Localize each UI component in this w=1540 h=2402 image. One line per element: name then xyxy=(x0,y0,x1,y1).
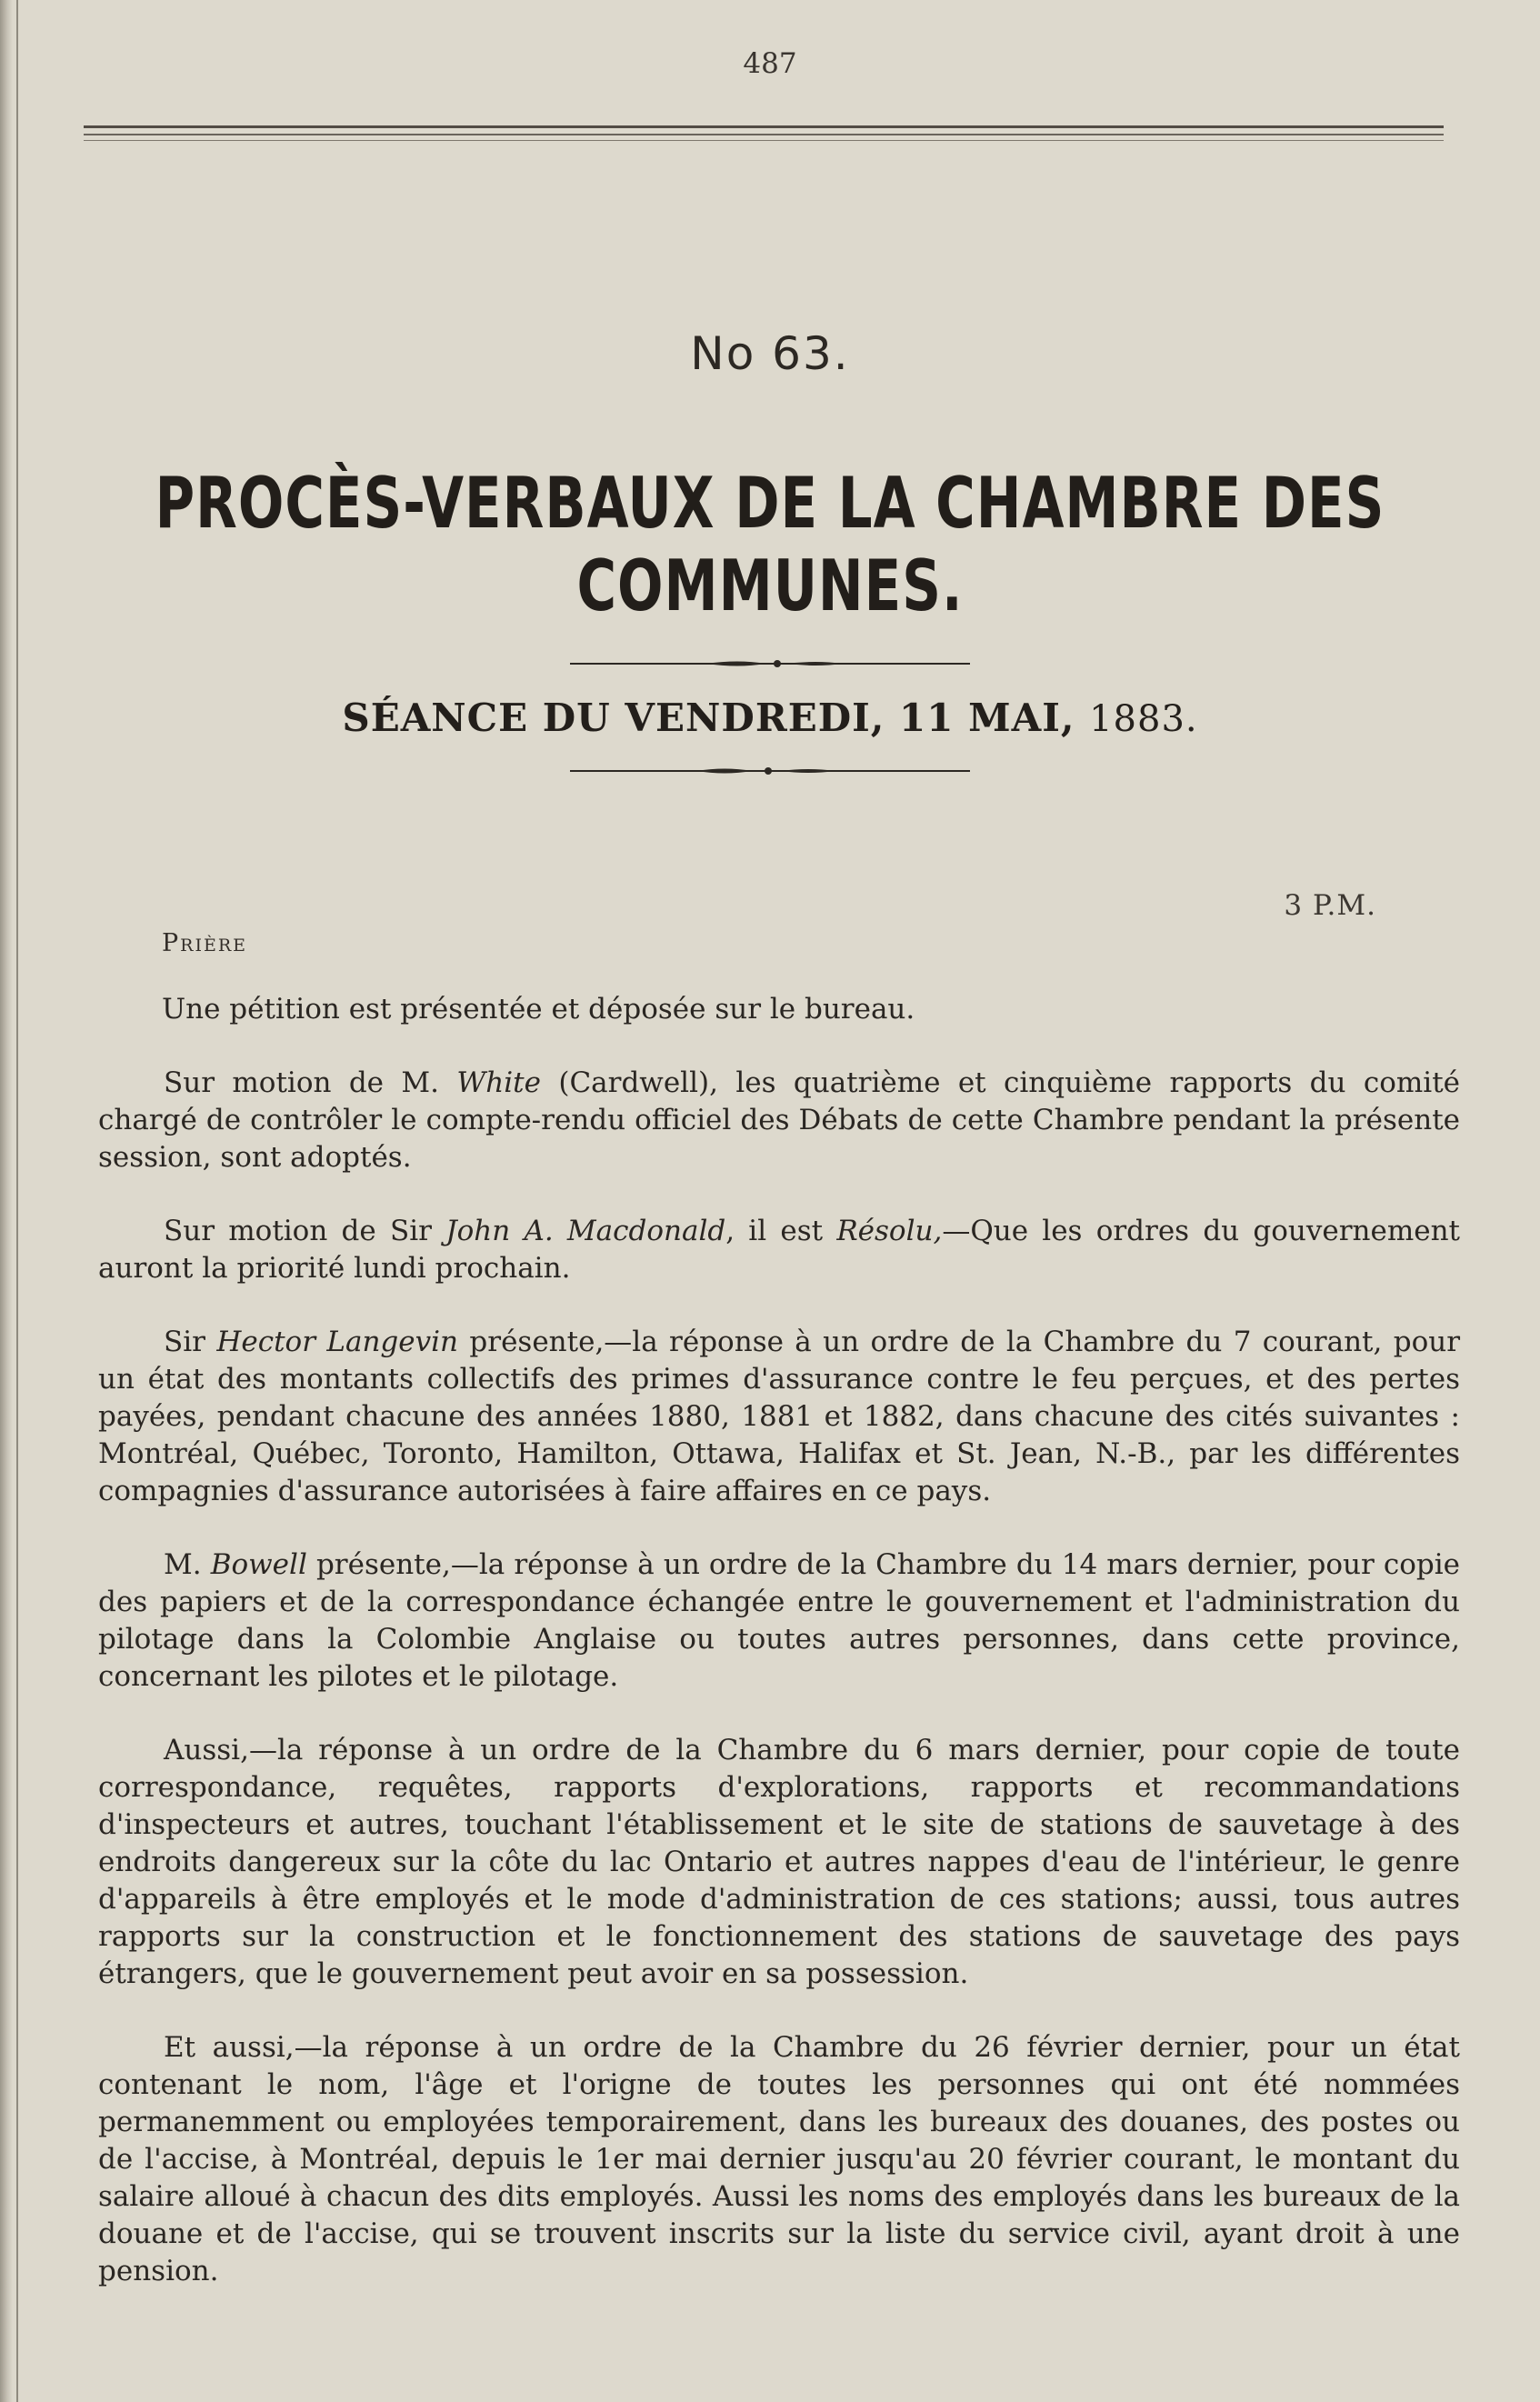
member-name: Bowell xyxy=(210,1548,307,1581)
paragraph-petition: Une pétition est présentée et déposée sur le bureau. xyxy=(162,993,915,1026)
session-date: SÉANCE DU VENDREDI, 11 MAI, xyxy=(342,696,1075,740)
sitting-time: 3 P.M. xyxy=(1284,889,1376,922)
member-name: White xyxy=(456,1066,541,1099)
proceedings-body xyxy=(98,991,1460,2327)
paragraph-langevin: Sir Hector Langevin présente,—la réponse à un ordre de la Chambre du 7 courant, pour un état des montants collectifs des primes d'assurance contre le feu perçues, et des pertes payées, pendant chacune des années 1880, 1881 et 1882, dans chacune des cités suivantes : Montréal, Québec, Toronto, Hamilton, Ottawa, Halifax et St. Jean, N.-B., par les différentes compagnies d'assurance autorisées à faire affaires en ce pays. xyxy=(98,1326,1461,1507)
paragraph-sauvetage: Aussi,—la réponse à un ordre de la Chambre du 6 mars dernier, pour copie de toute correspondance, requêtes, rapports d'explorations, rapports et recommandations d'inspecteurs et autres, touchant l'établissement et le site de stations de sauvetage à des endroits dangereux sur la côte du lac Ontario et autres nappes d'eau de l'intérieur, le genre d'appareils à être employés et le mode d'administration de ces stations; aussi, tous autres rapports sur la construction et le fonctionnement des stations de sauvetage des pays étrangers, que le gouvernement peut avoir en sa possession. xyxy=(98,1734,1460,1990)
header-rule xyxy=(84,125,1444,141)
main-title: PROCÈS-VERBAUX DE LA CHAMBRE DES COMMUNES. xyxy=(155,462,1385,627)
paragraph-motion-white: Sur motion de M. White (Cardwell), les quatrième et cinquième rapports du comité chargé de contrôler le compte-rendu officiel des Débats de cette Chambre pendant la présente session, sont adoptés. xyxy=(98,1066,1461,1174)
ornament-rule-top xyxy=(0,656,1540,674)
priere-heading: Prière xyxy=(162,929,248,957)
session-title xyxy=(0,696,1540,740)
page-number: 487 xyxy=(743,47,797,80)
resolu-label: Résolu, xyxy=(836,1215,943,1247)
paragraph-motion-macdonald: Sur motion de Sir John A. Macdonald, il est Résolu,—Que les ordres du gouvernement auront la priorité lundi prochain. xyxy=(98,1215,1460,1285)
paragraph-bowell: M. Bowell présente,—la réponse à un ordre de la Chambre du 14 mars dernier, pour copie des papiers et de la correspondance échangée entre le gouvernement et l'administration du pilotage dans la Colombie Anglaise ou toutes autres personnes, dans cette province, concernant les pilotes et le pilotage. xyxy=(98,1548,1461,1693)
member-name: John A. Macdonald xyxy=(445,1215,726,1247)
issue-number: No 63. xyxy=(690,327,850,380)
paragraph-douanes: Et aussi,—la réponse à un ordre de la Chambre du 26 février dernier, pour un état contenant le nom, l'âge et l'origne de toutes les personnes qui ont été nommées permanemment ou employées temporairement, dans les bureaux des douanes, des postes ou de l'accise, à Montréal, depuis le 1er mai dernier jusqu'au 20 février courant, le montant du salaire alloué à chacun des dits employés. Aussi les noms des employés dans les bureaux de la douane et de l'accise, qui se trouvent inscrits sur la liste du service civil, ayant droit à une pension. xyxy=(98,2031,1460,2287)
session-year: 1883. xyxy=(1089,698,1198,740)
ornament-rule-bottom xyxy=(0,764,1540,781)
member-name: Hector Langevin xyxy=(216,1326,459,1358)
